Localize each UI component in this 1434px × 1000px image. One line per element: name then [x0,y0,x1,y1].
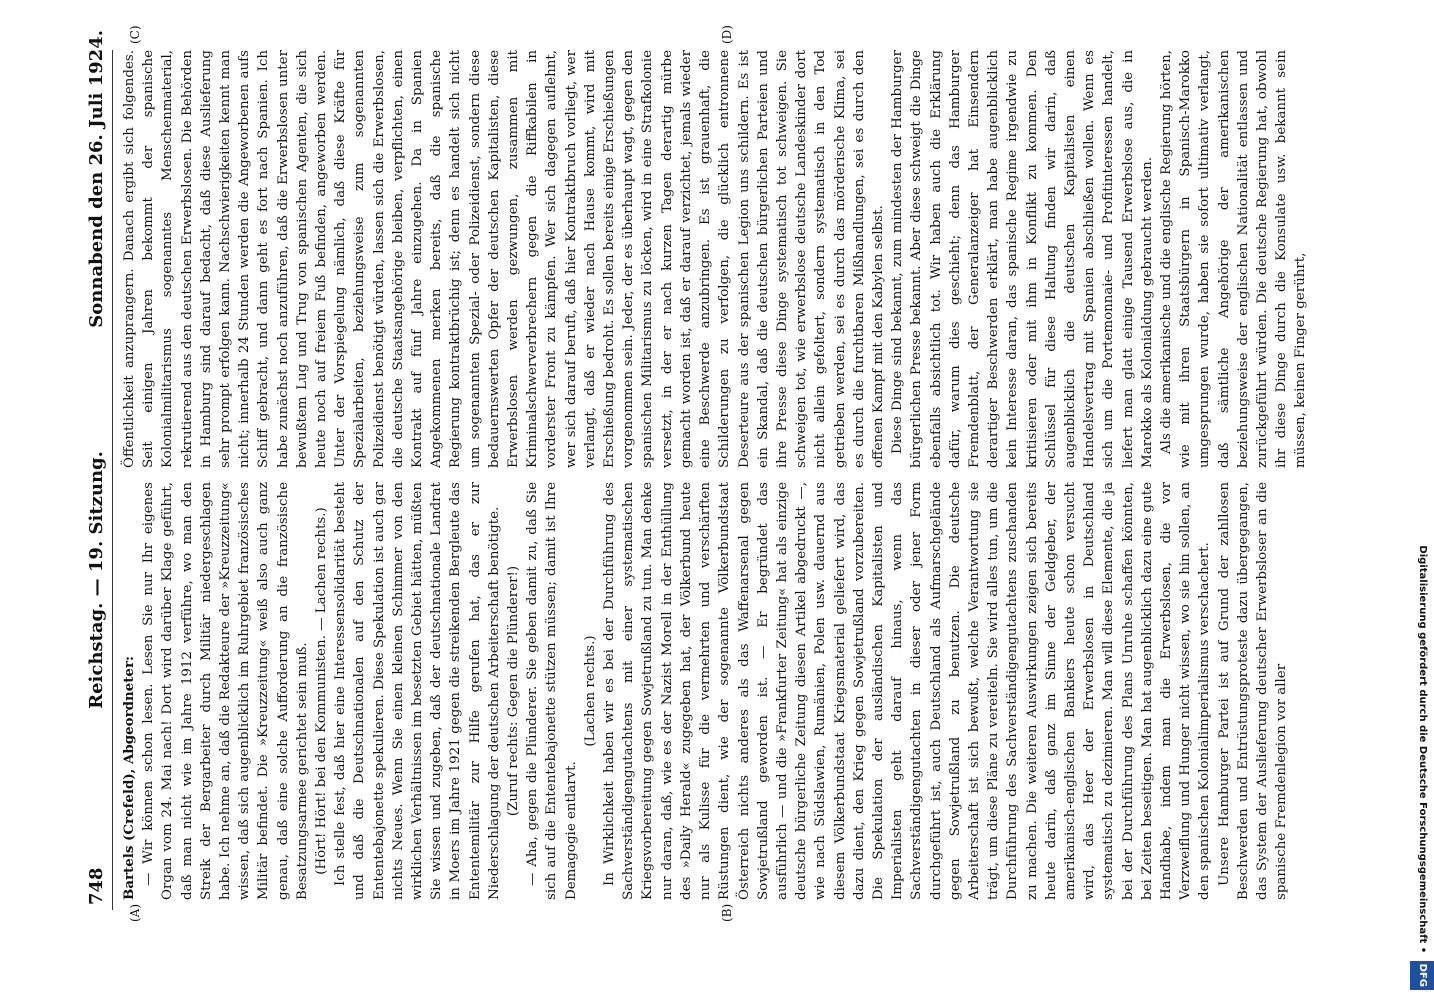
session-title: Reichstag. — 19. Sitzung. [86,451,107,709]
paragraph: — Aha, gegen die Plünderer. Sie geben damit zu, daß Sie sich auf die Ententebajonette stützen müssen; damit ist Ihre Demagogie entlarvt. [525,482,579,900]
dfg-logo: DFG [1410,961,1434,990]
speaker-name: Bartels (Crefeld), Abgeordneter: [121,656,137,900]
header-rule [112,50,113,910]
right-column [120,50,1310,468]
page-number: 748 [86,867,107,905]
margin-marker-b: (B) [720,903,734,922]
remark: (Zuruf rechts: Gegen die Plünderer!) [506,565,522,817]
page-header [80,30,114,960]
left-column [120,482,1310,900]
margin-marker-d: (D) [720,25,734,44]
digitization-credit [1410,10,1434,1000]
remark: (Hört! Hört! bei den Kommunisten. — Lachen rechts.) [314,507,330,875]
paragraph: In Wirklichkeit haben wir es bei der Durchführung des Sachverständigengutachtens mit einer systematischen Kriegsvorbereitung gegen Sowjetrußland zu tun. Man denke nur daran, daß, wie es der Nazist Morell in der Enthüllung des »Daily Herald« zugegeben hat, der Völkerbund heute nur als Kulisse für die vermehrten und verschärften Rüstungen dient, wie der sogenannte Völkerbundstaat Österreich nichts anderes als das Waffenarsenal gegen Sowjetrußland geworden ist. — Er begründet das ausführlich — und die »Frankfurter Zeitung« hat als einzige deutsche bürgerliche Zeitung diesen Artikel abgedruckt —, wie nach Südslawien, Rumänien, Polen usw. dauernd aus diesem Völkerbundstaat Kriegsmaterial geliefert wird, das dazu dient, den Krieg gegen Sowjetrußland vorzubereiten. Die Spekulation der ausländischen Kapitalisten und Imperialisten geht darauf hinaus, wenn das Sachverständigengutachten in dieser oder jener Form durchgeführt ist, auch Deutschland als Aufmarschgelände gegen Sowjetrußland zu benutzen. Die deutsche Arbeiterschaft ist sich bewußt, welche Verantwortung sie trägt, um diese Pläne zu vereiteln. Sie wird alles tun, um die Durchführung des Sachverständigengutachtens zuschanden zu machen. Die weiteren Auswirkungen zeigen sich bereits heute darin, daß ganz im Sinne der Geldgeber, der amerikanisch-englischen Bankiers heute schon versucht wird, das Heer der Erwerbslosen in Deutschland systematisch zu dezimieren. Man will diese Elemente, die ja bei der Durchführung des Plans Unruhe schaffen könnten, bei Zeiten beseitigen. Man hat augenblicklich dazu eine gute Handhabe, indem man die Erwerbslosen, die vor Verzweiflung und Hunger nicht wissen, wo sie hin sollen, an den spanischen Kolonialimperialismus verschachert. [602,482,1213,900]
credit-text: Digitalisierung gefördert durch die Deutsche Forschungsgemeinschaft • [1417,545,1428,954]
paragraph: Diese Dinge sind bekannt, zum mindesten der Hamburger bürgerlichen Presse bekannt. Aber diese schweigt die Dinge ebenfalls absichtlich tot. Wir haben auch die Erklärung dafür, warum dies geschieht; denn das Hamburger Fremdenblatt, der Generalanzeiger hat Einsendern derartiger Beschwerden erklärt, man habe augenblicklich kein Interesse daran, das spanische Regime irgendwie zu kritisieren oder mit ihm in Konflikt zu kommen. Den Schlüssel für diese Haltung finden wir darin, daß augenblicklich die deutschen Kapitalisten einen Handelsvertrag mit Spanien abschließen wollen. Wenn es sich um die Portemonnaie- und Profitinteressen handelt, liefert man glatt einige Tausend Erwerbslose aus, die in Marokko als Kolonialdung gebraucht werden. [890,50,1155,468]
paragraph: Ich stelle fest, daß hier eine Interessensolidarität besteht und daß die Deutschnationalen auf den Schutz der Ententebajonette spekulieren. Diese Spekulation ist auch gar nichts Neues. Wenn Sie einen kleinen Schimmer von den wirklichen Verhältnissen im besetzten Gebiet hätten, müßten Sie wissen und zugeben, daß der deutschnationale Landrat in Moers im Jahre 1921 gegen die streikenden Bergleute das Ententemilitär zur Hilfe gerufen hat, das er zur Niederschlagung der deutschen Arbeiterschaft benötigte. [333,482,502,900]
paragraph: Öffentlichkeit anzuprangern. Danach ergibt sich folgendes. Seit einigen Jahren bekommt der spanische Kolonialmilitarismus sogenanntes Menschenmaterial, rekrutierend aus den deutschen Erwerbslosen. Die Behörden in Hamburg sind darauf bedacht, daß diese Auslieferung sehr prompt erfolgen kann. Nachschwierigkeiten kennt man nicht; innerhalb 24 Stunden werden die Angeworbenen aufs Schiff gebracht, und dann geht es fort nach Spanien. Ich habe zunächst noch anzuführen, daß die Erwerbslosen unter bewußtem Lug und Trug von spanischen Agenten, die sich heute noch auf freiem Fuß befinden, angeworben werden. Unter der Vorspiegelung nämlich, daß diese Kräfte für Spezialarbeiten, beziehungsweise zum sogenannten Polizeidienst benötigt würden, lassen sich die Erwerbslosen, die deutsche Staatsangehörige bleiben, verpflichten, einen Kontrakt auf fünf Jahre einzugehen. Da in Spanien Angekommenen merken bereits, daß die spanische Regierung kontraktbrüchig ist; denn es handelt sich nicht um sogenannten Spezial- oder Polizeidienst, sondern diese bedauernswerten Opfer der deutschen Kapitalisten, diese Erwerbslosen werden gezwungen, zusammen mit Kriminalschwerverbrechern gegen die Riffkabilen in vorderster Front zu kämpfen. Wer sich dagegen auflehnt, wer sich darauf beruft, daß hier Kontraktbruch vorliegt, wer verlangt, daß er wieder nach Hause kommt, wird mit Erschießung bedroht. Es sollen bereits einige Erschießungen vorgenommen sein. Jeder, der es überhaupt wagt, gegen den spanischen Militarismus zu löcken, wird in eine Strafkolonie versetzt, in der er nach kurzen Tagen derartig mürbe gemacht worden ist, daß er darauf verzichtet, jemals wieder eine Beschwerde anzubringen. Es ist grauenhaft, die Schilderungen zu verfolgen, die glücklich entronnene Deserteure aus der spanischen Legion uns schildern. Es ist ein Skandal, daß die deutschen bürgerlichen Parteien und ihre Presse diese Dinge systematisch tot schweigen. Sie schweigen tot, wie erwerbslose deutsche Landeskinder dort nicht allein gefoltert, sondern systematisch in den Tod getrieben werden, sei es durch das mörderische Klima, sei es durch die furchtbaren Mißhandlungen, sei es durch den offenen Kampf mit den Kabylen selbst. [122,50,886,468]
remark: (Lachen rechts.) [582,635,598,747]
margin-marker-a: (A) [128,903,142,922]
paragraph: Unsere Hamburger Partei ist auf Grund der zahllosen Beschwerden und Entrüstungsproteste dazu übergegangen, das System der Auslieferung deutscher Erwerbsloser an die spanische Fremdenlegion vor aller [1216,482,1290,900]
margin-marker-c: (C) [128,25,142,44]
session-date: Sonnabend den 26. Juli 1924. [86,30,107,328]
paragraph: — Wir können schon lesen. Lesen Sie nur Ihr eigenes Organ vom 24. Mai nach! Dort wird darüber Klage geführt, daß man nicht wie im Jahre 1912 verführe, wo man den Streik der Bergarbeiter durch Militär niedergeschlagen habe. Ich nehme an, daß die Redakteure der »Kreuzzeitung« wissen, daß sich augenblicklich im Ruhrgebiet französisches Militär befindet. Die »Kreuzzeitung« weiß also auch ganz genau, daß eine solche Aufforderung an die französische Besatzungsarmee gerichtet sein muß. [141,482,310,900]
paragraph: Als die amerikanische und die englische Regierung hörten, wie mit ihren Staatsbürgern in Spanisch-Marokko umgesprungen wurde, haben sie sofort ultimativ verlangt, daß sämtliche Angehörige der amerikanischen beziehungsweise der englischen Nationalität entlassen und zurückgeführt würden. Die deutsche Regierung hat, obwohl ihr diese Dinge durch die Konsulate usw. bekannt sein müssen, keinen Finger gerührt, [1158,50,1309,468]
